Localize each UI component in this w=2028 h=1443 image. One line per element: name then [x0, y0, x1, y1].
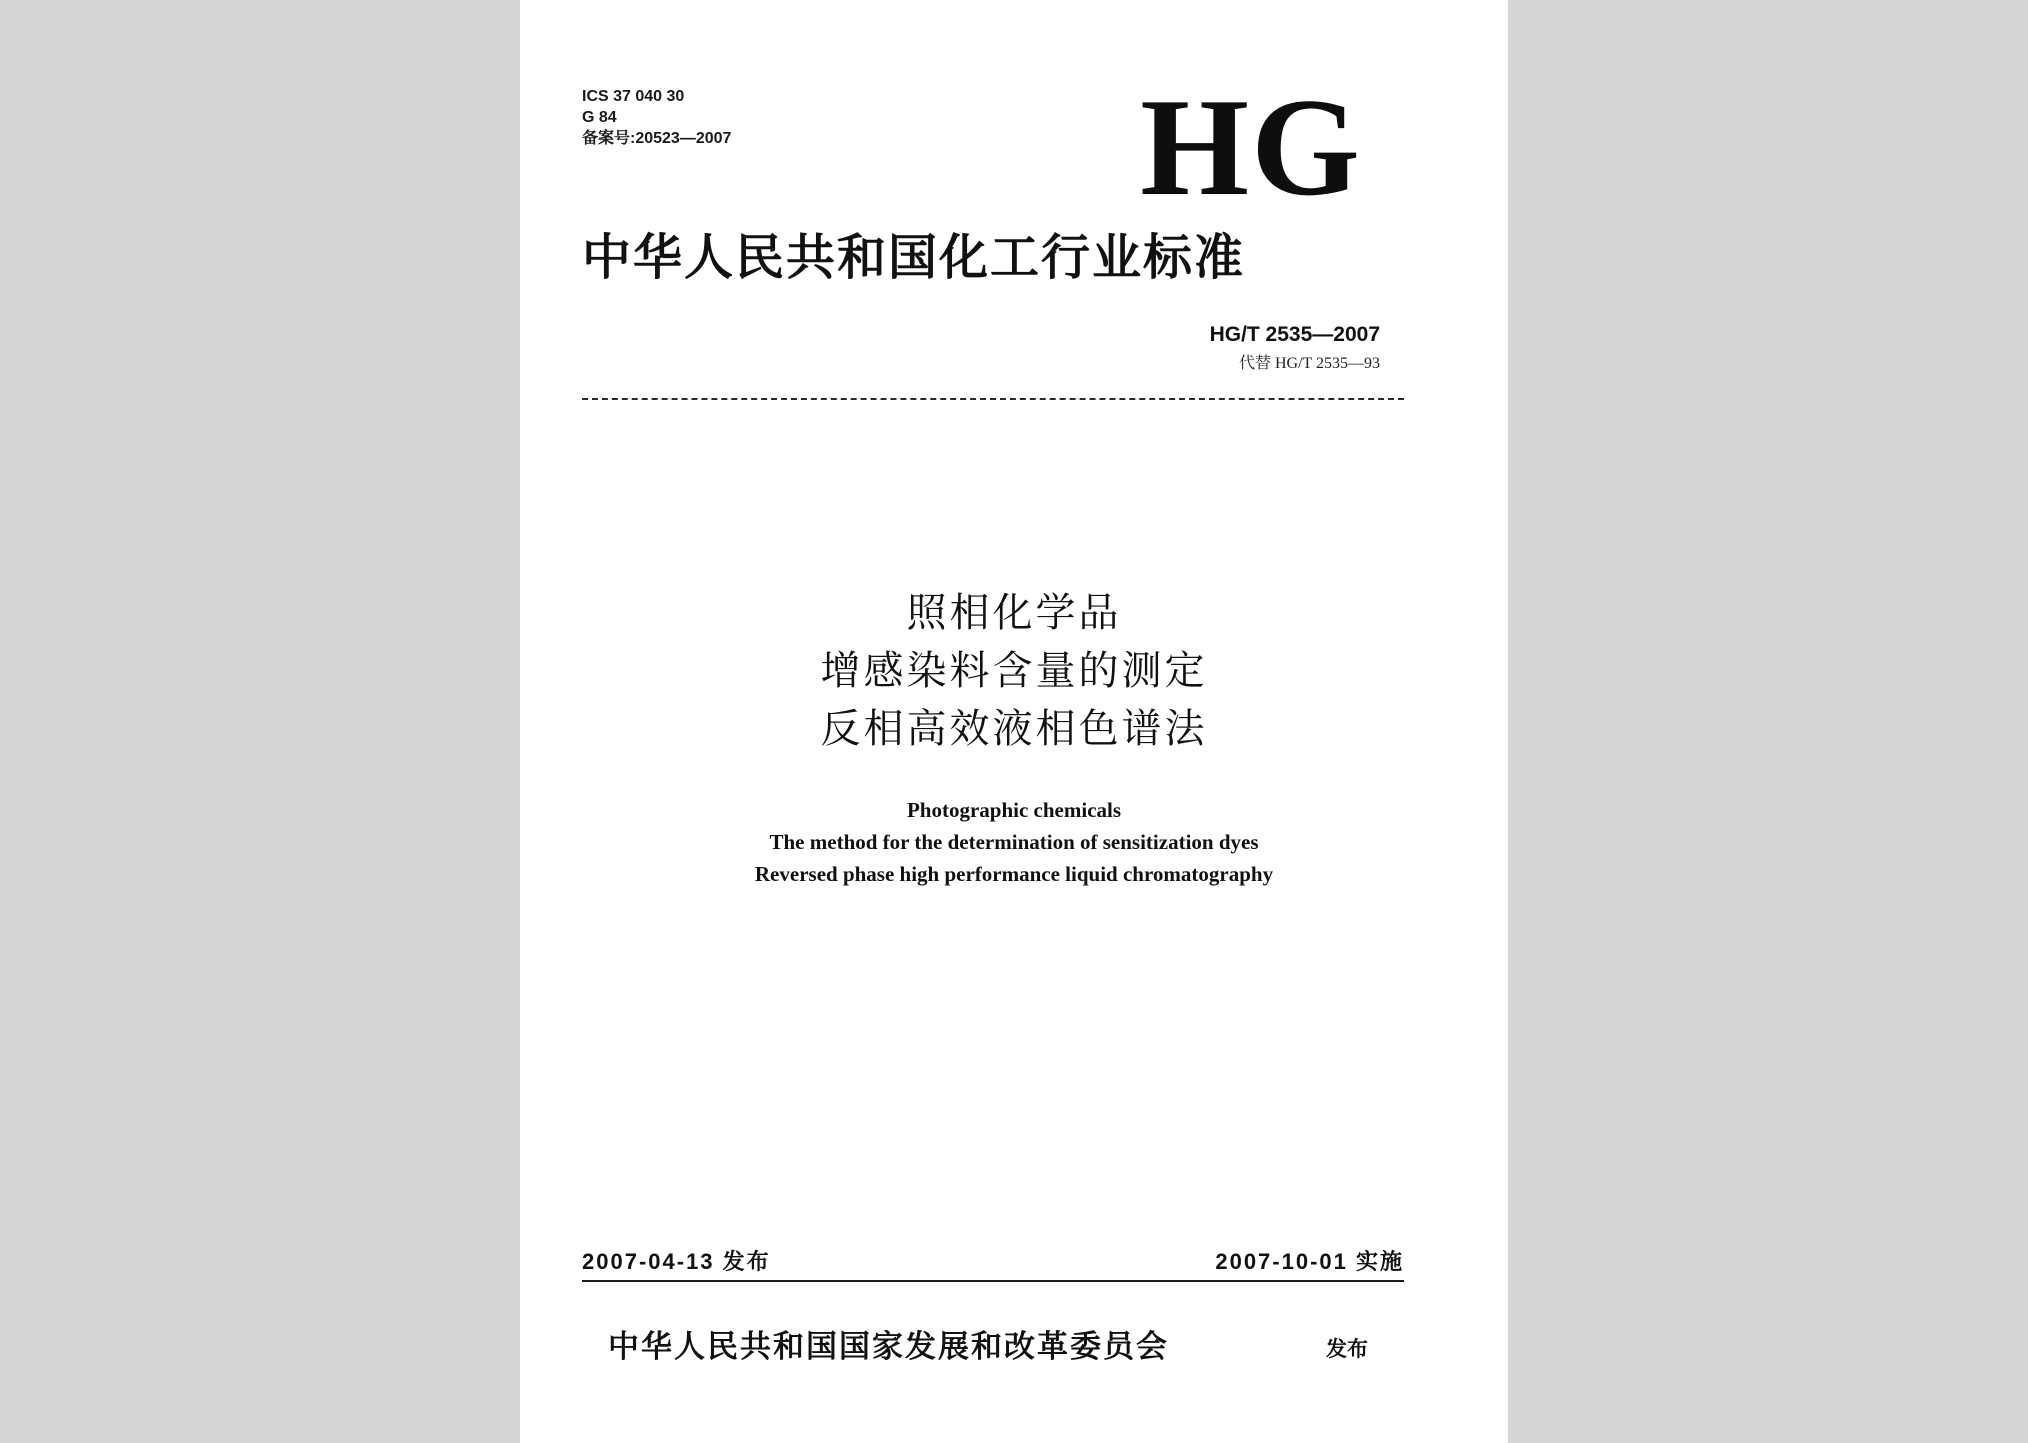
english-title-line-1: Photographic chemicals — [906, 798, 1122, 822]
classification-block — [582, 86, 731, 149]
ccs-code: G 84 — [582, 109, 617, 126]
standard-title: 中华人民共和国化工行业标准 — [582, 229, 1246, 286]
english-title-line-3: Reversed phase high performance liquid chromatography — [754, 862, 1274, 886]
implementation-date: 2007-10-01 实施 — [1215, 1249, 1404, 1274]
replaces-code: 代替 HG/T 2535—93 — [1238, 355, 1380, 372]
document-page — [520, 0, 1508, 1443]
english-title-line-2: The method for the determination of sensitization dyes — [769, 830, 1259, 854]
issue-label: 发布 — [1326, 1337, 1368, 1361]
record-number: 备案号:20523—2007 — [582, 130, 732, 147]
ics-code: ICS 37 040 30 — [582, 88, 685, 105]
chinese-title-line-1: 照相化学品 — [906, 590, 1122, 636]
issue-date: 2007-04-13 发布 — [582, 1249, 771, 1274]
issuing-authority: 中华人民共和国国家发展和改革委员会 — [608, 1329, 1169, 1365]
header-divider — [582, 398, 1404, 400]
hg-logo: HG — [1140, 70, 1362, 225]
english-title — [520, 794, 1508, 890]
footer-divider — [582, 1280, 1404, 1282]
chinese-title-line-2: 增感染料含量的测定 — [820, 648, 1208, 694]
chinese-title-line-3: 反相高效液相色谱法 — [820, 706, 1208, 752]
chinese-title — [520, 584, 1508, 758]
standard-code: HG/T 2535—2007 — [1209, 323, 1380, 346]
